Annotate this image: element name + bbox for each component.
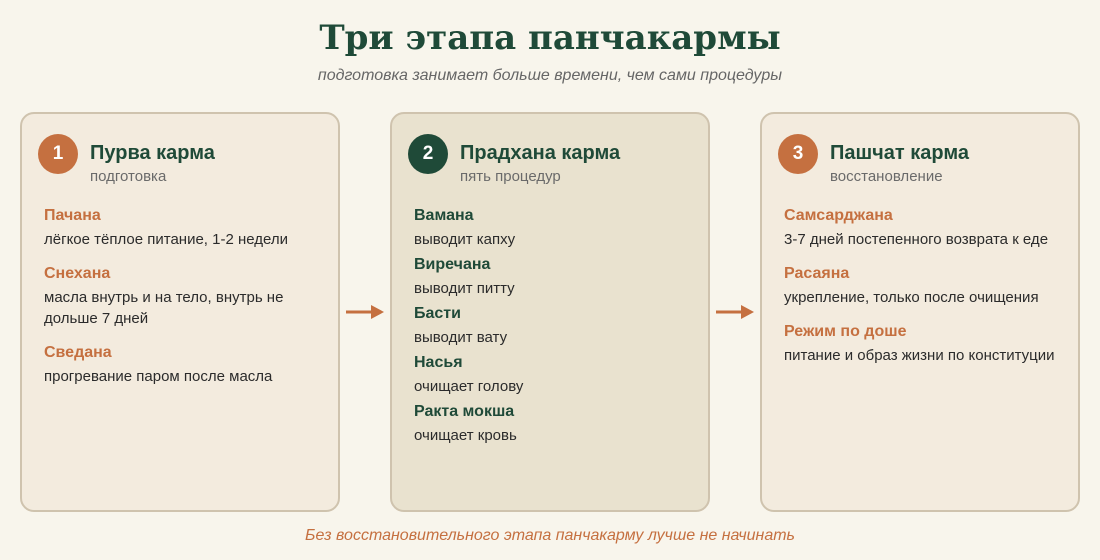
item-name: Виречана: [414, 256, 491, 273]
item-name: Ракта мокша: [414, 403, 515, 420]
item-description: питание и образ жизни по конституции: [784, 347, 1055, 364]
arrow-right-icon: [715, 302, 755, 322]
item-name: Вамана: [414, 207, 474, 224]
item-description: выводит капху: [414, 231, 516, 248]
list-item: [414, 206, 690, 250]
stage-title: Пурва карма: [90, 142, 215, 164]
list-item: [414, 353, 690, 397]
stage-title: Пашчат карма: [830, 142, 969, 164]
item-description: очищает кровь: [414, 427, 517, 444]
stage-number-badge: 1: [38, 134, 78, 174]
list-item: [784, 206, 1060, 250]
item-description: выводит вату: [414, 329, 508, 346]
stage-card-pashchat: [760, 112, 1080, 512]
stage-subtitle: пять процедур: [460, 168, 561, 185]
diagram-title: Три этапа панчакармы: [319, 18, 781, 58]
item-name: Самсарджана: [784, 207, 893, 224]
list-item: [44, 206, 320, 250]
item-name: Режим по доше: [784, 323, 907, 340]
item-name: Пачана: [44, 207, 101, 224]
item-name: Сведана: [44, 344, 112, 361]
stage-card-pradhana: [390, 112, 710, 512]
item-name: Насья: [414, 354, 463, 371]
list-item: [784, 264, 1060, 308]
stage-number-badge: 2: [408, 134, 448, 174]
list-item: [414, 304, 690, 348]
stage-item-list: [784, 206, 1060, 380]
stage-item-list: [414, 206, 690, 451]
stage-number-badge: 3: [778, 134, 818, 174]
item-name: Расаяна: [784, 265, 850, 282]
item-name: Басти: [414, 305, 461, 322]
stage-title: Прадхана карма: [460, 142, 621, 164]
list-item: [784, 322, 1060, 366]
item-description: прогревание паром после масла: [44, 368, 273, 385]
list-item: [44, 343, 320, 387]
item-description: укрепление, только после очищения: [784, 289, 1039, 306]
list-item: [44, 264, 320, 329]
diagram-subtitle: подготовка занимает больше времени, чем сами процедуры: [317, 67, 783, 84]
item-description: 3-7 дней постепенного возврата к еде: [784, 231, 1049, 248]
stage-card-purva: [20, 112, 340, 512]
arrow-right-icon: [345, 302, 385, 322]
stage-subtitle: подготовка: [90, 168, 167, 185]
item-description: лёгкое тёплое питание, 1-2 недели: [44, 231, 289, 248]
stage-item-list: [44, 206, 320, 401]
footer-note: Без восстановительного этапа панчакарму лучше не начинать: [305, 527, 795, 544]
item-description: очищает голову: [414, 378, 524, 395]
item-description: выводит питту: [414, 280, 515, 297]
item-name: Снехана: [44, 265, 111, 282]
list-item: [414, 402, 690, 446]
stage-subtitle: восстановление: [830, 168, 943, 185]
list-item: [414, 255, 690, 299]
item-description: масла внутрь и на тело, внутрь не дольше 7 дней: [44, 289, 284, 327]
